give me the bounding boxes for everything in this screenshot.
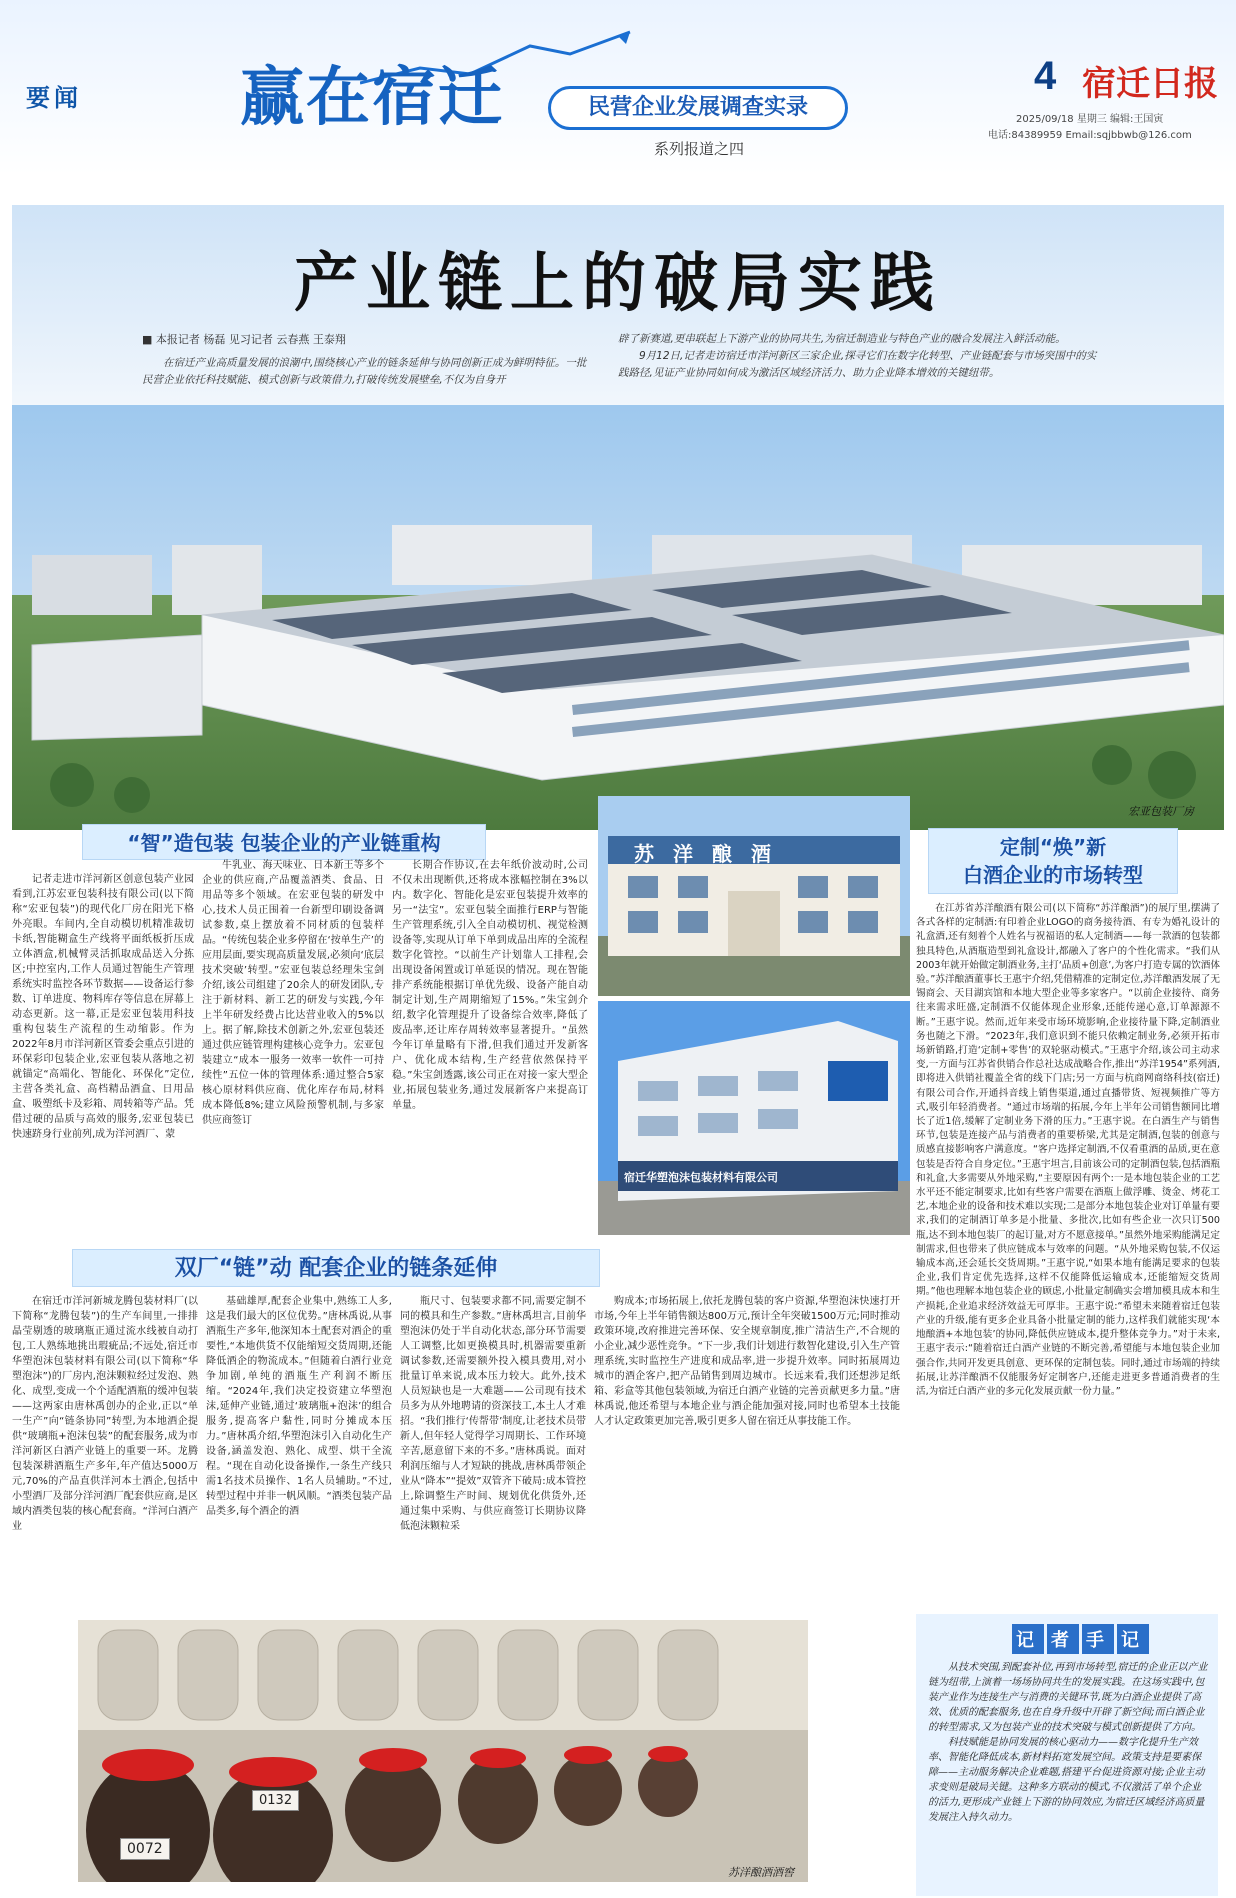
winery-illustration [598, 796, 910, 996]
section2-column-4 [594, 1294, 900, 1429]
section2-column-2 [206, 1294, 392, 1519]
foam-factory-illustration [598, 1001, 910, 1235]
lead-paragraph-left: 在宿迁产业高质量发展的浪潮中,围绕核心产业的链条延伸与协同创新正成为鲜明特征。一批民营企业依托科技赋能、模式创新与政策借力,打破传统发展壁垒,不仅为自身开 [142, 357, 587, 386]
section3-column [916, 902, 1220, 1399]
section1-col2-text: 牛乳业、海天味业、日本新王等多个企业的供应商,产品覆盖酒类、食品、日用品等多个领域。在宏亚包装的研发中心,技术人员正围着一台新型印刷设备调试参数,桌上摆放着不同材质的包装样品。“传统包装企业多停留在‘按单生产’的应用层面,要实现高质量发展,必须向‘底层技术突破’转型。”宏亚包装总经理朱宝剑介绍,该公司组建了20余人的研发团队,专注于新材料、新工艺的研发与实践,今年上半年研发经费占比达营业收入的5%以上。据了解,除技术创新之外,宏亚包装还通过供应链管理构建核心竞争力。宏亚包装建立“成本一服务一效率一软件一可持续性”五位一体的管理体系:通过整合5家核心原材料供应商、优化库存布局,材料成本降低8%;建立风险预警机制,与多家供应商签订 [202, 860, 384, 1126]
winery-building-photo [598, 796, 910, 996]
section2-col1-text: 在宿迁市洋河新城龙腾包装材料厂(以下简称“龙腾包装”)的生产车间里,一排排晶莹剔透的玻璃瓶正通过流水线被自动打包,工人熟练地挑出瑕疵品;不远处,宿迁市华塑泡沫包装材料有限公司(以下简称“华塑泡沫”)的厂房内,泡沫颗粒经过发泡、熟化、成型,变成一个个适配酒瓶的缓冲包装——这两家由唐林禹创办的企业,正以“单一生产”向“链条协同”转型,为本地酒企提供“玻璃瓶+泡沫包装”的配套服务,成为市洋河新区白酒产业链上的重要一环。龙腾包装深耕酒瓶生产多年,年产值达5000万元,70%的产品直供洋河本土酒企,包括中小型酒厂及部分洋河酒厂配套供应商,是区域内酒类包装的核心配套商。“洋河白酒产业 [12, 1296, 198, 1532]
notes-paragraph-1: 从技术突围,到配套补位,再到市场转型,宿迁的企业正以产业链为纽带,上演着一场场协同共生的发展实践。在这场实践中,包装产业作为连接生产与消费的关键环节,既为白酒企业提供了高效、优质的配套服务,也在自身升级中开辟了新空间;而白酒企业的转型需求,又为包装产业的技术突破与模式创新提供了方向。 [928, 1662, 1208, 1733]
brand-title: 赢在宿迁 [240, 60, 504, 135]
section2-column-3 [400, 1294, 586, 1534]
paper-name: 宿迁日报 [1082, 64, 1218, 104]
section1-heading: “智”造包装 包装企业的产业链重构 [82, 824, 486, 860]
contact-line: 电话:84389959 Email:sqjbbwb@126.com [988, 130, 1192, 141]
wine-cellar-photo [78, 1620, 808, 1882]
headline: 产业链上的破局实践 [294, 247, 942, 321]
section3-body-text: 在江苏省苏洋酿酒有限公司(以下简称“苏洋酿酒”)的展厅里,摆满了各式各样的定制酒:有印着企业LOGO的商务接待酒、有专为婚礼设计的礼盒酒,还有刻着个人姓名与祝福语的私人定制酒——每一款酒的包装都独具特色,从酒瓶造型到礼盒设计,都融入了客户的个性化需求。“我们从2003年就开始做定制酒业务,主打‘品质+创意’,为客户打造专属的饮酒体验。”苏洋酿酒董事长王惠宇介绍,凭借精准的定制定位,苏洋酿酒发展了无锡商会、天目湖宾馆和本地大型企业等多家客户。“以前企业接待、商务往来需求旺盛,定制酒不仅能体现企业形象,还能传递心意,订单源源不断。”王惠宇说。然而,近年来受市场环境影响,企业接待量下降,定制酒业务也随之下滑。“2023年,我们意识到不能只依赖定制业务,必须开拓市场新销路,打造‘定制+零售’的双轮驱动模式。”王惠宇介绍,该公司主动求变,一方面与江苏省供销合作总社达成战略合作,推出“苏洋1954”系列酒,即将进入供销社覆盖全省的线下门店;另一方面与杭商网商络科技(宿迁)有限公司合作,开通抖音线上销售渠道,通过直播带货、短视频推广等方式,吸引年轻消费者。“通过市场端的拓展,今年上半年公司销售额同比增长了近1倍,缓解了定制业务下滑的压力。”王惠宇说。在白酒生产与销售环节,包装是连接产品与消费者的重要桥梁,尤其是定制酒,包装的创意与质感直接影响客户满意度。“客户选择定制酒,不仅看重酒的品质,更在意包装是否符合自身定位。”王惠宇坦言,目前该公司的定制酒包装,包括酒瓶和礼盒,大多需要从外地采购,“主要原因有两个:一是本地包装企业的工艺水平还不能定制要求,比如有些客户需要在酒瓶上做浮雕、烫金、烤花工艺,本地企业的设备和技术难以实现;二是部分本地包装企业对订单量有要求,我们的定制酒订单多是小批量、多批次,比如有些企业一次只订500瓶,达不到本地包装厂的起订量,对方不愿意接单。”虽然外地采购能满足定制需求,但也带来了供应链成本与效率的问题。“从外地采购包装,不仅运输成本高,还会延长交货周期。”王惠宇说,“如果本地有能满足要求的包装企业,我们肯定优先选择,这样不仅能降低运输成本,还能缩短交货周期。”他也理解本地包装企业的顾虑,小批量定制确实会增加模具成本和生产损耗,企业追求经济效益无可厚非。王惠宇说:“希望未来随着宿迁包装产业的升级,能有更多企业具备小批量定制的能力,这样我们就能实现‘本地酿酒+本地包装’的协同,降低供应链成本,提升整体竞争力。”对于未来,王惠宇表示:“随着宿迁白酒产业链的不断完善,希望能与本地包装企业加强合作,共同开发更具创意、更环保的定制包装。同时,通过市场端的持续拓展,让苏洋酿酒不仅能服务好定制客户,还能走进更多普通消费者的生活,为宿迁白酒产业的多元化发展贡献一份力量。” [916, 903, 1220, 1397]
factory-photo-caption: 宏亚包装厂房 [1128, 805, 1194, 818]
masthead [0, 0, 1236, 175]
reporter-notes-text [928, 1660, 1210, 1825]
section1-column-2 [202, 858, 384, 1128]
byline: ■ 本报记者 杨磊 见习记者 云春燕 王泰翔 [142, 333, 346, 346]
jar-label-1: 0072 [120, 1838, 170, 1860]
lead-right-p1: 辟了新赛道,更串联起上下游产业的协同共生,为宿迁制造业与特色产业的融合发展注入鲜活动能。 [618, 333, 1066, 345]
cellar-illustration [78, 1620, 808, 1882]
section-tag: 要闻 [26, 84, 82, 112]
lead-paragraph-right [618, 331, 1098, 382]
section1-column-3 [392, 858, 588, 1113]
section2-col4-text: 购成本;市场拓展上,依托龙腾包装的客户资源,华塑泡沫快速打开市场,今年上半年销售额达800万元,预计全年突破1500万元;同时推动政策环境,改府推进完善环保、安全规章制度,推广清洁生产,不合规的小企业,减少恶性竞争。“下一步,我们计划进行数智化建设,引入生产管理系统,实时监控生产进度和成品率,进一步提升效率。同时拓展周边城市的酒企客户,把产品销售到周边城市。长远来看,我们还想涉足纸箱、彩盒等其他包装领域,为宿迁白酒产业链的完善贡献更多力量。”唐林禹说,他还希望与本地企业与酒企能加强对接,同时也希望本土技能人才认定政策更加完善,吸引更多人留在宿迁从事技能工作。 [594, 1296, 900, 1427]
foam-factory-sign: 宿迁华塑泡沫包装材料有限公司 [624, 1171, 778, 1184]
jar-label-2: 0132 [252, 1790, 299, 1811]
date-line: 2025/09/18 星期三 编辑:王国寅 [1016, 114, 1164, 125]
winery-sign: 苏 洋 酿 酒 [634, 842, 777, 866]
foam-factory-photo [598, 1001, 910, 1235]
notes-paragraph-2: 科技赋能是协同发展的核心驱动力——数字化提升生产效率、智能化降低成本,新材料拓宽发展空间。政策支持是要素保障——主动服务解决企业难题,搭建平台促进资源对接;企业主动求变则是破局关键。这种多方联动的模式,不仅激活了单个企业的活力,更形成产业链上下游的协同效应,为宿迁区域经济高质量发展注入持久动力。 [928, 1737, 1205, 1823]
section1-col3-text: 长期合作协议,在去年纸价波动时,公司不仅未出现断供,还将成本涨幅控制在3%以内。数字化、智能化是宏亚包装提升效率的另一“法宝”。宏亚包装全面推行ERP与智能生产管理系统,引入全自动模切机、视觉检测设备等,实现从订单下单到成品出库的全流程数字化管控。“以前生产计划靠人工排程,会出现设备闲置或订单延误的情况。现在智能排产系统能根据订单优先级、设备产能自动制定计划,生产周期缩短了15%。”朱宝剑介绍,数字化管理提升了设备综合效率,降低了废品率,还让库存周转效率显著提升。“虽然今年订单量略有下滑,但我们通过开发新客户、优化成本结构,生产经营依然保持平稳。”朱宝剑透露,该公司正在对接一家大型企业,拓展包装业务,通过发展新客户来提高订单量。 [392, 860, 588, 1111]
section3-heading [928, 828, 1178, 894]
notes-tag-char-1: 记 [1012, 1624, 1044, 1654]
notes-tag-char-3: 手 [1082, 1624, 1114, 1654]
page-number: 4 [1034, 54, 1057, 98]
section1-col1-text: 记者走进市洋河新区创意包装产业园看到,江苏宏亚包装科技有限公司(以下简称“宏亚包装”)的现代化厂房在阳光下格外亮眼。车间内,全自动模切机精准裁切卡纸,智能糊盒生产线将平面纸板折压成立体酒盒,机械臂灵活抓取成品送入分拣区;中控室内,工作人员通过智能生产管理系统实时监控各环节数据——设备运行参数、订单进度、物料库存等信息在屏幕上动态更新。这一幕,正是宏亚包装用科技重构包装生产流程的生动缩影。作为2022年8月市洋河新区管委会重点引进的环保彩印包装企业,宏亚包装从落地之初就锚定“高端化、智能化、环保化”定位,主营各类礼盒、高档精品酒盒、日用品盒、吸塑纸卡及彩箱、周转箱等产品。凭借过硬的品质与高效的服务,宏亚包装已快速跻身行业前列,成为洋河酒厂、蒙 [12, 874, 194, 1140]
series-note: 系列报道之四 [654, 140, 745, 158]
factory-illustration [12, 405, 1224, 830]
section2-col3-text: 瓶尺寸、包装要求都不同,需要定制不同的模具和生产参数。”唐林禹坦言,目前华塑泡沫仍处于半自动化状态,部分环节需要人工调整,比如更换模具时,机器需要重新调试参数,还需要额外投入模具费用,对小批量订单来说,成本压力较大。此外,技术人员短缺也是一大难题——公司现有技术员多为从外地聘请的资深技工,本土人才难招。“我们推行‘传帮带’制度,让老技术员带新人,但年轻人觉得学习周期长、工作环境辛苦,愿意留下来的不多。”唐林禹说。面对利润压缩与人才短缺的挑战,唐林禹带领企业从“降本”“提效”双管齐下破局:成本管控上,除调整生产时间、规划优化供货外,还通过集中采购、与供应商签订长期协议降低泡沫颗粒采 [400, 1296, 586, 1532]
notes-tag-char-4: 记 [1117, 1624, 1149, 1654]
section3-heading-line2: 白酒企业的市场转型 [963, 863, 1143, 887]
cellar-photo-caption: 苏洋酿酒酒窖 [728, 1866, 794, 1879]
section3-heading-line1: 定制“焕”新 [999, 835, 1107, 859]
series-title: 民营企业发展调查实录 [548, 86, 848, 130]
section2-column-1 [12, 1294, 198, 1534]
factory-aerial-photo [12, 405, 1224, 830]
section2-col2-text: 基础雄厚,配套企业集中,熟练工人多,这是我们最大的区位优势。”唐林禹说,从事酒瓶生产多年,他深知本土配套对酒企的重要性,“本地供货不仅能缩短交货周期,还能降低酒企的物流成本。”但随着白酒行业竞争加剧,单纯的酒瓶生产利润不断压缩。“2024年,我们决定投资建立华塑泡沫,延伸产业链,通过‘玻璃瓶+泡沫’的组合服务,提高客户黏性,同时分摊成本压力。”唐林禹介绍,华塑泡沫引入自动化生产设备,涵盖发泡、熟化、成型、烘干全流程。“现在自动化设备操作,一条生产线只需1名技术员操作、1名人员辅助。”不过,转型过程中并非一帆风顺。“酒类包装产品品类多,每个酒企的酒 [206, 1296, 392, 1517]
lead-right-p2: 9月12日,记者走访宿迁市洋河新区三家企业,探寻它们在数字化转型、产业链配套与市场突围中的实践路径,见证产业协同如何成为激活区域经济活力、助力企业降本增效的关键纽带。 [618, 350, 1097, 379]
section2-heading: 双厂“链”动 配套企业的链条延伸 [72, 1249, 600, 1287]
section1-column-1 [12, 872, 194, 1142]
notes-tag-char-2: 者 [1047, 1624, 1079, 1654]
reporter-notes-tag [1012, 1624, 1152, 1654]
